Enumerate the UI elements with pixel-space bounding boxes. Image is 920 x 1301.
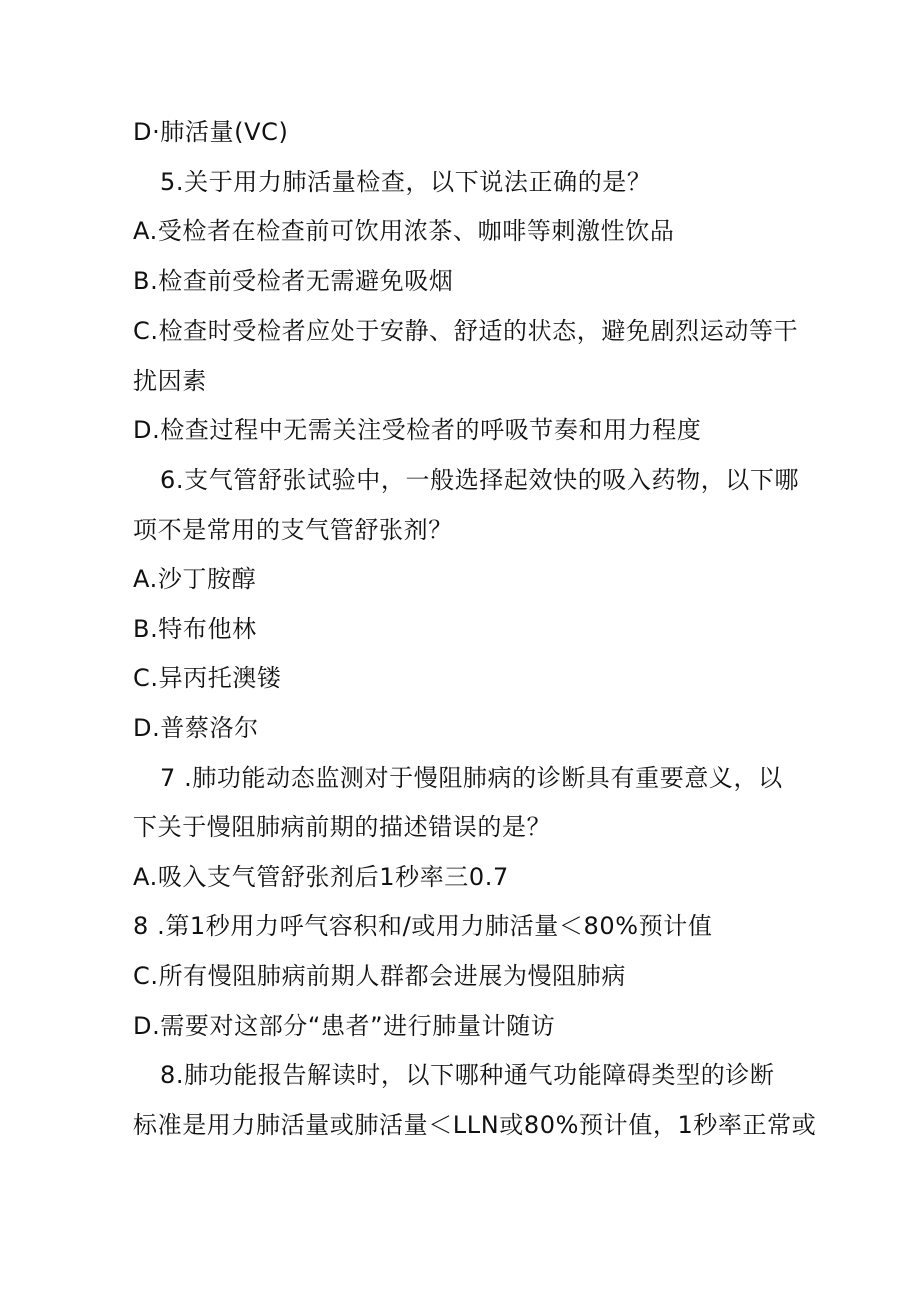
q6-option-d: D.普蔡洛尔 <box>133 714 259 742</box>
question-5: 5.关于用力肺活量检查，以下说法正确的是？ <box>160 168 652 196</box>
q5-option-c-continued: 扰因素 <box>133 367 207 395</box>
question-8: 8.肺功能报告解读时，以下哪种通气功能障碍类型的诊断 <box>160 1061 775 1089</box>
question-6-continued: 项不是常用的支气管舒张剂？ <box>133 516 453 544</box>
q7-option-b: 8 .第1秒用力呼气容积和/或用力肺活量＜80%预计值 <box>133 912 713 940</box>
q6-option-a: A.沙丁胺醇 <box>133 565 257 593</box>
q7-option-c: C.所有慢阻肺病前期人群都会进展为慢阻肺病 <box>133 962 626 990</box>
question-7-continued: 下关于慢阻肺病前期的描述错误的是？ <box>133 813 552 841</box>
q5-option-a: A.受检者在检查前可饮用浓茶、咖啡等刺激性饮品 <box>133 217 675 245</box>
q6-option-b: B.特布他林 <box>133 615 257 643</box>
question-6: 6.支气管舒张试验中，一般选择起效快的吸入药物，以下哪 <box>160 466 800 494</box>
q5-option-c: C.检查时受检者应处于安静、舒适的状态，避免剧烈运动等干 <box>133 317 799 345</box>
option-d-vc: D·肺活量(VC) <box>133 118 289 146</box>
q6-option-c: C.异丙托澳镂 <box>133 664 282 692</box>
q7-option-d: D.需要对这部分“患者”进行肺量计随访 <box>133 1012 556 1040</box>
q7-option-a: A.吸入支气管舒张剂后1秒率三0.7 <box>133 863 509 891</box>
question-7: 7 .肺功能动态监测对于慢阻肺病的诊断具有重要意义，以 <box>160 764 783 792</box>
question-8-continued: 标准是用力肺活量或肺活量＜LLN或80%预计值，1秒率正常或 <box>133 1111 817 1139</box>
q5-option-b: B.检查前受检者无需避免吸烟 <box>133 267 454 295</box>
q5-option-d: D.检查过程中无需关注受检者的呼吸节奏和用力程度 <box>133 416 702 444</box>
